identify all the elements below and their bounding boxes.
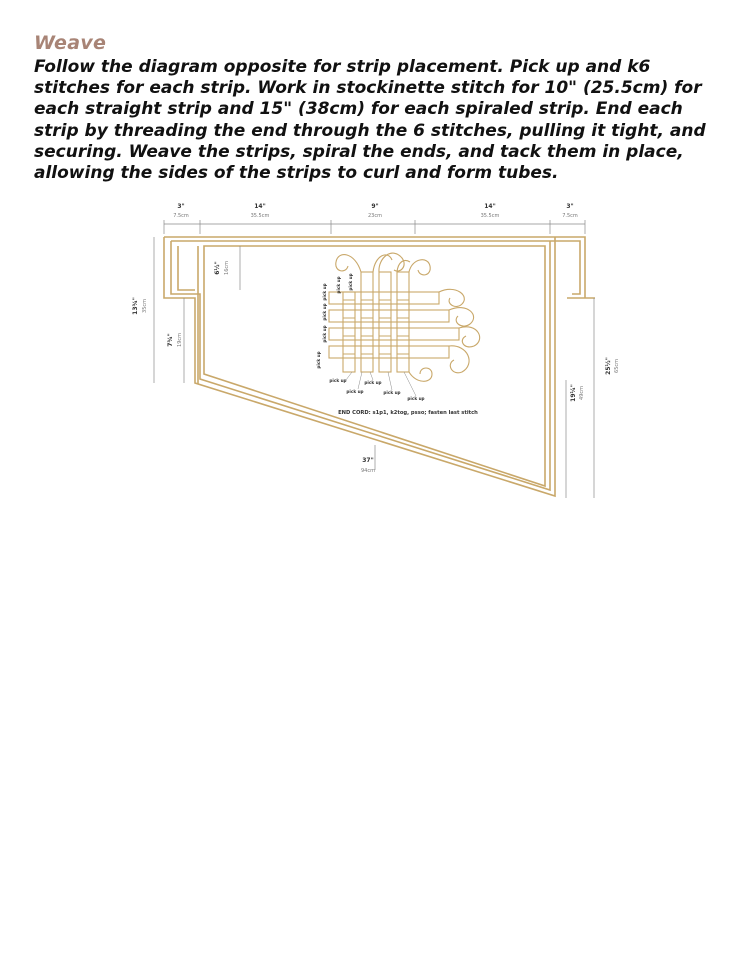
instructions-paragraph: Follow the diagram opposite for strip placement. Pick up and k6 stitches for each strip. Work in stockinette stitch for 10" (25.5cm) for each straight strip and 15" (38cm) for each spiraled strip. End each strip by threading the end through the 6 stitches, pulling it tight, and securing. Weave the strips, spiral the ends, and tack them in place, allowing the sides of the strips to curl and form tubes. [34, 57, 706, 184]
pick-up-label: pick up [316, 351, 321, 369]
pick-up-labels [316, 273, 425, 401]
dim-in: 14" [484, 203, 496, 210]
end-cord-note: END CORD: s1p1, k2tog, psso; fasten last stitch [338, 410, 478, 416]
pick-up-label: pick up [336, 276, 341, 294]
woven-strips [329, 253, 480, 381]
dim-cm: 7.5cm [173, 213, 189, 219]
section-heading: Weave [34, 32, 107, 54]
dim-cm: 65cm [614, 359, 620, 373]
dim-cm: 16cm [224, 261, 230, 275]
pick-up-label: pick up [407, 396, 425, 401]
dim-in: 25½" [605, 357, 612, 375]
bottom-dim-in: 37" [362, 457, 374, 464]
dim-cm: 35.5cm [250, 213, 270, 219]
pick-up-label: pick up [346, 389, 364, 394]
pick-up-label: pick up [322, 303, 327, 321]
bottom-dim-cm: 94cm [361, 468, 375, 474]
pick-up-label: pick up [322, 325, 327, 343]
dim-cm: 19cm [177, 333, 183, 347]
dim-in: 14" [254, 203, 266, 210]
pick-up-label: pick up [383, 390, 401, 395]
dim-in: 3" [177, 203, 185, 210]
pick-up-label: pick up [329, 378, 347, 383]
pick-up-label: pick up [322, 283, 327, 301]
dim-in: 7¾" [167, 333, 174, 347]
dim-in: 13¾" [132, 297, 139, 315]
dim-cm: 23cm [368, 213, 382, 219]
pick-up-label: pick up [348, 273, 353, 291]
dim-in: 6½" [214, 261, 221, 275]
dim-in: 3" [566, 203, 574, 210]
dim-cm: 49cm [579, 386, 585, 400]
dim-in: 19¼" [570, 384, 577, 402]
dim-cm: 7.5cm [562, 213, 578, 219]
dim-in: 9" [371, 203, 379, 210]
dim-cm: 35.5cm [480, 213, 500, 219]
dim-cm: 35cm [142, 299, 148, 313]
top-dimensions [173, 203, 578, 219]
pick-up-label: pick up [364, 380, 382, 385]
